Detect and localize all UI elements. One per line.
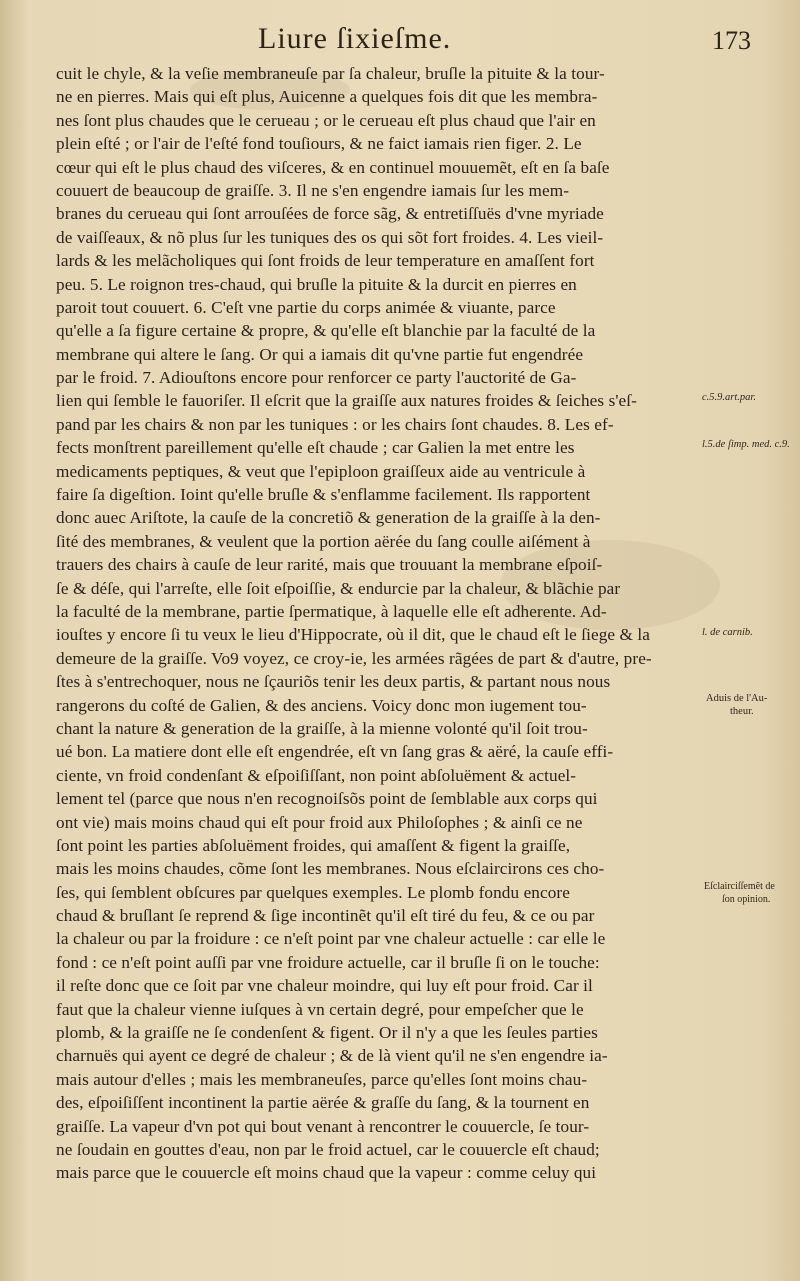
margin-note-heading: [706, 692, 800, 718]
margin-note-reference: l. de carnib.: [702, 627, 753, 638]
text-line: ne ſoudain en gouttes d'eau, non par le froid actuel, car le couuercle eſt chaud;: [56, 1139, 600, 1159]
page-number: 173: [712, 26, 751, 55]
text-line: peu. 5. Le roignon tres-chaud, qui bruſle la pituite & la durcit en pierres en: [56, 274, 577, 294]
text-line: medicaments peptiques, & veut que l'epiploon graiſſeux aide au ventricule à: [56, 461, 586, 481]
text-line: cuit le chyle, & la veſie membraneuſe par ſa chaleur, bruſle la pituite & la tour-: [56, 64, 605, 83]
text-line: la faculté de la membrane, partie ſpermatique, à laquelle elle eſt adherente. Ad-: [56, 601, 607, 621]
margin-note-reference: l.5.de ſimp. med. c.9.: [702, 439, 790, 450]
text-line: la chaleur ou par la froidure : ce n'eſt point par vne chaleur actuelle : car elle le: [56, 929, 606, 949]
text-line: pand par les chairs & non par les tuniques : or les chairs ſont chaudes. 8. Les ef-: [56, 414, 614, 434]
text-line: lards & les melãcholiques qui ſont froids de leur temperature en amaſſent fort: [56, 251, 595, 271]
text-line: ont vie) mais moins chaud qui eſt pour froid aux Philoſophes ; & ainſi ce ne: [56, 812, 583, 832]
margin-note-line: Aduis de l'Au-: [706, 693, 768, 704]
text-line: ſe & déſe, qui l'arreſte, elle ſoit eſpoiſſie, & endurcie par la chaleur, & blãchie par: [56, 578, 621, 598]
text-line: ne en pierres. Mais qui eſt plus, Auicenne a quelques fois dit que les membra-: [56, 87, 598, 107]
text-line: ſtes à s'entrechoquer, nous ne ſçauriõs tenir les deux partis, & partant nous nous: [56, 672, 611, 692]
margin-note-line: theur.: [730, 706, 754, 717]
text-line: cœur qui eſt le plus chaud des viſceres, & en continuel mouuemẽt, eſt en ſa baſe: [56, 157, 610, 177]
text-line: chant la nature & generation de la graiſſe, à la mienne volonté qu'il ſoit trou-: [56, 718, 588, 738]
text-line: fond : ce n'eſt point auſſi par vne froidure actuelle, car il bruſle ſi on le touche:: [56, 952, 600, 972]
text-line: des, eſpoiſiſſent incontinent la partie aërée & graſſe du ſang, & la tournent en: [56, 1093, 590, 1113]
text-line: ué bon. La matiere dont elle eſt engendrée, eſt vn ſang gras & aëré, la cauſe effi-: [56, 742, 614, 762]
text-line: paroit tout couuert. 6. C'eſt vne partie du corps animée & viuante, parce: [56, 297, 556, 317]
text-line: lien qui ſemble le fauoriſer. Il eſcrit que la graiſſe aux natures froides & ſeiches s'eſ-: [56, 391, 637, 411]
text-line: ſité des membranes, & veulent que la portion aërée du ſang coulle aiſément à: [56, 531, 591, 551]
margin-note-reference: c.5.9.art.par.: [702, 392, 756, 403]
text-line: graiſſe. La vapeur d'vn pot qui bout venant à rencontrer le couuercle, ſe tour-: [56, 1116, 590, 1136]
text-line: mais les moins chaudes, cõme ſont les membranes. Nous eſclaircirons ces cho-: [56, 859, 605, 879]
margin-note-line: ſon opinion.: [722, 894, 771, 905]
margin-note-heading: [704, 880, 800, 906]
text-line: lement tel (parce que nous n'en recognoiſsõs point de ſemblable aux corps qui: [56, 789, 598, 809]
text-line: faut que la chaleur vienne iuſques à vn certain degré, pour empeſcher que le: [56, 999, 584, 1019]
body-text: [56, 62, 696, 1185]
text-line: par le froid. 7. Adiouſtons encore pour renforcer ce party l'auctorité de Ga-: [56, 368, 577, 388]
text-line: nes ſont plus chaudes que le cerueau ; or le cerueau eſt plus chaud que l'air en: [56, 110, 596, 130]
text-line: rangerons du coſté de Galien, & des anciens. Voicy donc mon iugement tou-: [56, 695, 587, 715]
text-line: trauers des chairs à cauſe de leur rarité, mais que trouuant la membrane eſpoiſ-: [56, 555, 603, 575]
margin-note-line: Eſclairciſſemẽt de: [704, 881, 775, 892]
text-line: iouſtes y encore ſi tu veux le lieu d'Hippocrate, où il dit, que le chaud eſt le ſiege & la: [56, 625, 651, 645]
text-line: mais parce que le couuercle eſt moins chaud que la vapeur : comme celuy qui: [56, 1163, 597, 1183]
text-line: chaud & bruſlant ſe reprend & ſige incontinẽt qu'il eſt tiré du feu, & ce ou par: [56, 906, 595, 926]
running-title: Liure ſixieſme.: [258, 22, 452, 55]
running-head: [0, 20, 800, 60]
text-line: membrane qui altere le ſang. Or qui a iamais dit qu'vne partie fut engendrée: [56, 344, 584, 364]
text-line: ſont point les parties abſoluëment froides, qui amaſſent & figent la graiſſe,: [56, 835, 571, 855]
text-line: qu'elle a ſa figure certaine & propre, & qu'elle eſt blanchie par la faculté de la: [56, 321, 596, 341]
text-line: de vaiſſeaux, & nõ plus ſur les tuniques des os qui sõt fort froides. 4. Les vieil-: [56, 227, 604, 247]
text-line: donc auec Ariſtote, la cauſe de la concretiõ & generation de la graiſſe à la den-: [56, 508, 601, 528]
text-line: demeure de la graiſſe. Vo9 voyez, ce croy-ie, les armées rãgées de part & d'autre, pre-: [56, 648, 652, 668]
text-line: plein eſté ; or l'air de l'eſté fond touſiours, & ne faict iamais rien figer. 2. Le: [56, 134, 582, 154]
text-line: charnuës qui ayent ce degré de chaleur ; & de là vient qu'il ne s'en engendre ia-: [56, 1046, 608, 1066]
text-line: mais autour d'elles ; mais les membraneuſes, parce qu'elles ſont moins chau-: [56, 1069, 588, 1089]
text-line: plomb, & la graiſſe ne ſe condenſent & figent. Or il n'y a que les ſeules parties: [56, 1023, 598, 1043]
text-line: faire ſa digeſtion. Ioint qu'elle bruſle & s'enflamme facilement. Ils rapportent: [56, 485, 591, 505]
text-line: fects monſtrent pareillement qu'elle eſt chaude ; car Galien la met entre les: [56, 438, 575, 458]
text-line: branes du cerueau qui ſont arrouſées de force sãg, & entretiſſuës d'vne myriade: [56, 204, 604, 224]
text-line: il reſte donc que ce ſoit par vne chaleur moindre, qui luy eſt pour froid. Car il: [56, 976, 593, 996]
text-line: ciente, vn froid condenſant & eſpoiſiſſant, non point abſoluëment & actuel-: [56, 765, 577, 785]
text-line: ſes, qui ſemblent obſcures par quelques exemples. Le plomb fondu encore: [56, 882, 570, 902]
text-line: couuert de beaucoup de graiſſe. 3. Il ne s'en engendre iamais ſur les mem-: [56, 180, 570, 200]
